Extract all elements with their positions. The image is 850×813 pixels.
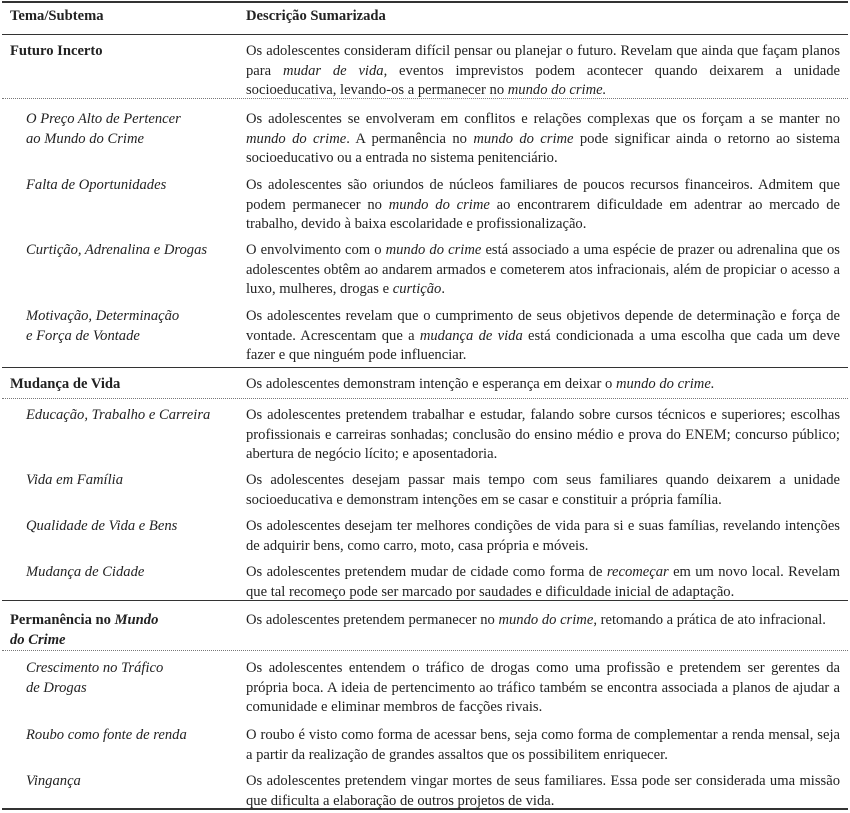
text-run: pode significar ainda o retorno ao sistema socioeducativo ou a entrada no sistema penitenciário.: [246, 130, 840, 166]
text-run: Os adolescentes desejam passar mais tempo com seus familiares quando deixarem a unidade socioeducativa e demonstram intenções em se casar e constituir a própria família.: [246, 472, 840, 508]
text-run: . A permanência no: [346, 130, 474, 147]
subtheme-label: [26, 726, 187, 746]
table-bottom-rule: [2, 808, 848, 810]
label-line: de Drogas: [26, 679, 87, 696]
italic-term: mundo do crime.: [615, 376, 715, 392]
subtheme-label: [26, 517, 177, 537]
label-line: Mudança de Vida: [10, 376, 121, 392]
theme-divider: [2, 398, 848, 399]
italic-term: mundo do crime: [473, 130, 574, 147]
section-rule: [2, 367, 848, 368]
label-line: Vingança: [26, 773, 81, 789]
text-run: Os adolescentes pretendem trabalhar e estudar, falando sobre cursos técnicos e superiores; escolhas profissionais e carreiras sonhadas; conclusão do ensino médio e prova do ENEM; concurso público; abertura de negócio lícito; e aposentadoria.: [246, 407, 840, 462]
subtheme-label: [26, 406, 210, 426]
text-run: Os adolescentes desejam ter melhores condições de vida para si e suas famílias, revelando intenções de adquirir bens, como carro, moto, casa própria e móveis.: [246, 518, 840, 554]
section-rule: [2, 600, 848, 601]
label-line: O Preço Alto de Pertencer: [26, 111, 181, 127]
italic-term: recomeçar: [606, 564, 669, 580]
italic-term: curtição: [392, 281, 442, 297]
text-run: em um novo local. Revelam que tal recomeço pode ser marcado por saudades e dificuldade inicial de adaptação.: [246, 564, 840, 600]
text-run: Permanência no: [10, 612, 115, 628]
header-bottom-rule: [2, 34, 848, 35]
text-run: O roubo é visto como forma de acessar bens, seja como forma de complementar a renda mensal, seja a partir da realização de grandes assaltos que os possibilitem enriquecer.: [246, 727, 840, 763]
description-cell: [246, 471, 840, 510]
subtheme-label: [26, 471, 123, 491]
label-line: Falta de Oportunidades: [26, 177, 167, 193]
text-run: está condicionada a uma escolha que cada um deve fazer e que ninguém pode influenciar.: [246, 327, 841, 363]
text-run: Os adolescentes revelam que o cumprimento de seus objetivos depende de determinação e força de vontade. Acrescentam que a: [246, 308, 840, 344]
italic-term: mundo do crime: [498, 612, 594, 628]
description-cell: [246, 772, 840, 811]
description-cell: [246, 241, 840, 300]
text-run: Os adolescentes pretendem permanecer no: [246, 612, 499, 628]
text-run: Os adolescentes consideram difícil pensar ou planejar o futuro. Revelam que ainda que façam planos para: [246, 43, 840, 79]
text-run: ao encontrarem dificuldade em adentrar ao mercado de trabalho, devido à baixa escolaridade e profissionalização.: [246, 196, 840, 232]
subtheme-label: [26, 307, 179, 346]
text-run: Os adolescentes entendem o tráfico de drogas como uma profissão e pretendem ser gerentes da própria boca. A ideia de pertencimento ao tráfico também se encontra associada a planos de ajudar a comunidade e eliminar membros de facções rivais.: [246, 660, 840, 715]
description-cell: [246, 563, 840, 602]
text-run: , eventos imprevistos podem acontecer quando deixarem a unidade socioeducativa, levando-os a permanecer no: [246, 62, 841, 98]
theme-label: [10, 42, 103, 62]
subtheme-label: [26, 110, 181, 149]
header-theme-subtheme: Tema/Subtema: [10, 8, 104, 24]
label-line: Roubo como fonte de renda: [26, 727, 187, 743]
subtheme-label: [26, 772, 81, 792]
description-cell: [246, 110, 840, 169]
label-line: Futuro Incerto: [10, 43, 103, 59]
italic-term: mudar de vida: [282, 62, 384, 79]
label-line: Curtição, Adrenalina e Drogas: [26, 242, 208, 258]
description-cell: [246, 517, 840, 556]
label-line: Educação, Trabalho e Carreira: [26, 407, 211, 423]
theme-label: [10, 611, 158, 650]
text-run: Os adolescentes pretendem vingar mortes de seus familiares. Essa pode ser considerada uma missão que dificulta a elaboração de outros projetos de vida.: [246, 773, 840, 809]
label-line: Vida em Família: [26, 472, 124, 488]
table-top-rule: [2, 1, 848, 3]
subtheme-label: [26, 241, 207, 261]
text-run: Os adolescentes demonstram intenção e esperança em deixar o: [246, 376, 616, 392]
description-cell: [246, 42, 840, 101]
description-cell: [246, 307, 840, 366]
description-cell: [246, 659, 840, 718]
theme-divider: [2, 98, 848, 99]
text-run: .: [441, 281, 446, 297]
description-cell: [246, 406, 840, 465]
description-cell: [246, 611, 840, 631]
italic-term: Mundo: [114, 612, 159, 628]
theme-divider: [2, 650, 848, 651]
subtheme-label: [26, 563, 144, 583]
description-cell: [246, 726, 840, 765]
label-line: Mudança de Cidade: [26, 564, 145, 580]
text-run: Os adolescentes se envolveram em conflitos e relações complexas que os forçam a se manter no: [246, 111, 840, 127]
description-cell: [246, 176, 840, 235]
italic-term: mundo do crime: [246, 130, 347, 147]
text-run: , retomando a prática de ato infracional.: [593, 612, 826, 628]
italic-term: mudança de vida: [419, 327, 523, 344]
subtheme-label: [26, 176, 166, 196]
label-line: Crescimento no Tráfico: [26, 660, 164, 676]
italic-term: mundo do crime: [388, 196, 490, 213]
label-line: Motivação, Determinação: [26, 308, 180, 324]
subtheme-label: [26, 659, 163, 698]
text-run: Os adolescentes são oriundos de núcleos familiares de poucos recursos financeiros. Admitem que podem permanecer no: [246, 177, 840, 213]
label-line: ao Mundo do Crime: [26, 130, 144, 147]
italic-term: mundo do crime: [385, 242, 482, 258]
label-line: Qualidade de Vida e Bens: [26, 518, 178, 534]
label-line: e Força de Vontade: [26, 327, 140, 344]
italic-term: mundo do crime.: [507, 82, 607, 98]
italic-term: do Crime: [10, 631, 66, 648]
header-description: Descrição Sumarizada: [246, 8, 386, 24]
text-run: está associado a uma espécie de prazer ou adrenalina que os adolescentes obtêm ao andarem armados e cometerem atos infracionais, além de propiciar o acesso a luxo, mulheres, drogas e: [246, 242, 840, 297]
text-run: Os adolescentes pretendem mudar de cidade como forma de: [246, 564, 607, 580]
description-cell: [246, 375, 840, 395]
theme-label: [10, 375, 120, 395]
text-run: O envolvimento com o: [246, 242, 386, 258]
